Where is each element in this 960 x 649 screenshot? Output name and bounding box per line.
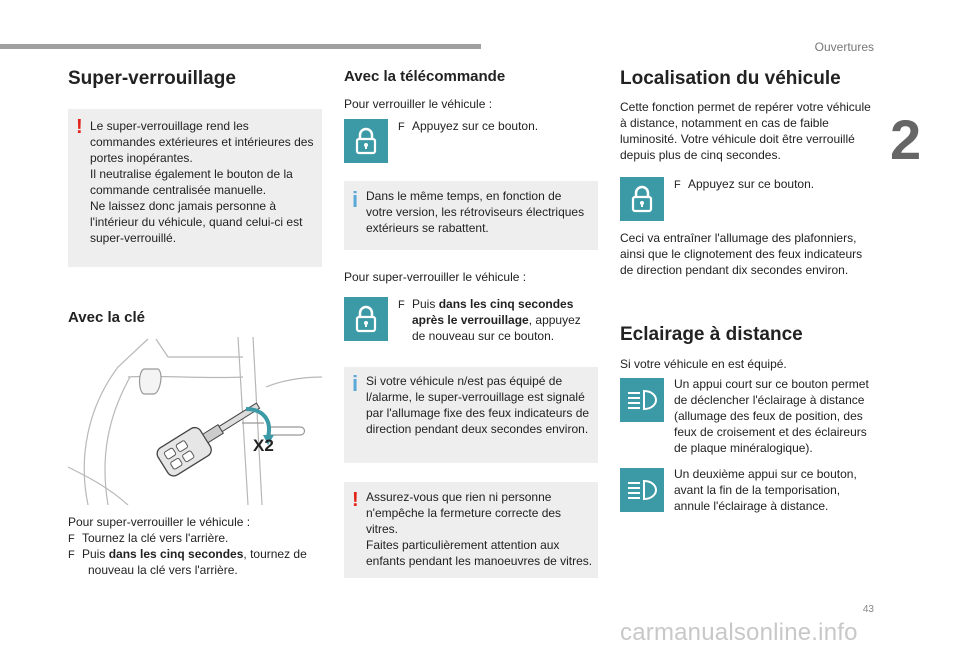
headlight-icon: [620, 468, 664, 512]
bullet-icon: F: [68, 549, 75, 561]
eclairage-title: Eclairage à distance: [620, 324, 803, 345]
bullet-icon: F: [68, 533, 75, 545]
tele-intro-1: Pour verrouiller le véhicule :: [344, 97, 493, 111]
key-illustration: [68, 337, 322, 505]
header-bar: [0, 44, 481, 49]
telecommande-title: Avec la télécommande: [344, 68, 506, 85]
info-box-alarme: i Si votre véhicule n/est pas équipé de l/alarme, le super-verrouillage est signalé par l'allumage fixe des feux indicateurs de direction pendant deux secondes environ.: [344, 367, 598, 463]
chapter-number: 2: [890, 108, 922, 171]
localisation-para: Cette fonction permet de repérer votre véhicule à distance, notamment en cas de faible luminosité. Votre véhicule doit être verrouillé depuis plus de cinq secondes.: [620, 100, 871, 162]
section-label: Ouvertures: [814, 40, 874, 54]
headlight-icon: [620, 378, 664, 422]
warning-icon: !: [76, 116, 83, 138]
localisation-title: Localisation du véhicule: [620, 68, 841, 89]
padlock-icon: [344, 119, 388, 163]
cle-step-2: F Puis dans les cinq secondes, tournez de: [68, 547, 307, 561]
info-icon: i: [352, 187, 359, 212]
info-box-retro: i Dans le même temps, en fonction de votre version, les rétroviseurs électriques extérieurs se rabattent.: [344, 181, 598, 250]
eclairage-p2: Un deuxième appui sur ce bouton, avant la fin de la temporisation, annule l'éclairage à distance.: [674, 467, 857, 513]
cle-step-1: F Tournez la clé vers l'arrière.: [68, 531, 229, 545]
info-icon: i: [352, 371, 359, 396]
eclairage-intro: Si votre véhicule en est équipé.: [620, 357, 787, 371]
eclairage-p1: Un appui court sur ce bouton permet de déclencher l'éclairage à distance (allumage des feux de position, des feux de croisement et des éclaireurs de plaque minéralogique).: [674, 377, 869, 455]
tele-intro-2: Pour super-verrouiller le véhicule :: [344, 270, 527, 284]
warning-box-super: [68, 109, 322, 267]
tele-press-2: F Puis dans les cinq secondes: [398, 297, 574, 311]
super-verrouillage-title: Super-verrouillage: [68, 68, 236, 89]
bullet-icon: F: [398, 299, 405, 311]
localisation-after: Ceci va entraîner l'allumage des plafonniers, ainsi que le clignotement des feux indicateurs de direction pendant dix secondes environ.: [620, 231, 863, 277]
bullet-icon: F: [398, 121, 405, 133]
cle-intro: Pour super-verrouiller le véhicule :: [68, 515, 251, 529]
padlock-icon: [620, 177, 664, 221]
tele-press-1: F Appuyez sur ce bouton.: [398, 119, 539, 133]
warning-icon: !: [352, 489, 359, 511]
bullet-icon: F: [674, 179, 681, 191]
cle-step-2-cont: nouveau la clé vers l'arrière.: [88, 563, 238, 577]
warning-box-vitres: ! Assurez-vous que rien ni personne n'empêche la fermeture correcte des vitres. Faites particulièrement attention aux enfants pendant les manoeuvres de vitres.: [344, 482, 598, 578]
page-number: 43: [862, 604, 874, 615]
watermark: carmanualsonline.info: [620, 619, 858, 646]
local-press: F Appuyez sur ce bouton.: [674, 177, 815, 191]
padlock-icon: [344, 297, 388, 341]
warning-text: Le super-verrouillage rend les commandes extérieures et intérieures des portes inopérantes. Il neutralise également le bouton de la commande centralisée manuelle. Ne laissez donc jamais personne à l'intérieur du véhicule, quand celui-ci est super-verrouillé.: [90, 119, 314, 245]
x2-label: X2: [253, 436, 274, 455]
avec-la-cle-title: Avec la clé: [68, 309, 145, 326]
